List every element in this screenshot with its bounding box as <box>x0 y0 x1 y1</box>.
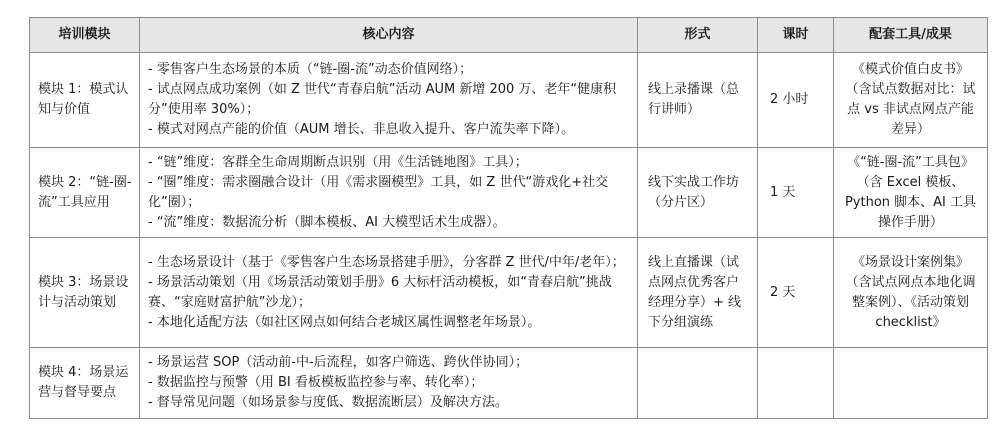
form-cell: 线上录播课（总行讲师） <box>638 53 758 148</box>
content-line: - “链”维度：客群全生命周期断点识别（用《生活链地图》工具）； <box>148 154 528 170</box>
header-form: 形式 <box>638 18 758 53</box>
header-hours: 课时 <box>758 18 834 53</box>
hours-cell: 2 天 <box>758 238 834 348</box>
table-row <box>30 148 988 238</box>
hours-cell: 2 小时 <box>758 53 834 148</box>
form-cell: 线上直播课（试点网点优秀客户经理分享）+ 线下分组演练 <box>638 238 758 348</box>
content-line: - 数据监控与预警（用 BI 看板模板监控参与率、转化率）； <box>148 375 484 390</box>
tools-cell: 《模式价值白皮书》（含试点数据对比：试点 vs 非试点网点产能差异） <box>834 53 988 148</box>
content-line: - 场景活动策划（用《场景活动策划手册》6 大标杆活动模板，如“青春启航”挑战赛、“家庭财富护航”沙龙）； <box>148 274 612 310</box>
form-cell: 线下实战工作坊（分片区） <box>638 148 758 238</box>
tools-cell <box>834 348 988 419</box>
table-row <box>30 348 988 419</box>
table-row <box>30 238 988 348</box>
content-line: - “圈”维度：需求圈融合设计（用《需求圈模型》工具，如 Z 世代“游戏化+社交化”圈）； <box>148 174 609 210</box>
table-header-row <box>30 18 988 53</box>
module-cell: 模块 4：场景运营与督导要点 <box>30 348 140 419</box>
form-cell <box>638 348 758 419</box>
training-table <box>29 17 988 419</box>
header-module: 培训模块 <box>30 18 140 53</box>
content-cell <box>140 148 638 238</box>
content-cell <box>140 53 638 148</box>
table-row <box>30 53 988 148</box>
content-line: - “流”维度：数据流分析（脚本模板、AI 大模型话术生成器）。 <box>148 214 506 230</box>
tools-cell: 《场景设计案例集》（含试点网点本地化调整案例）、《活动策划 checklist》 <box>834 238 988 348</box>
header-content: 核心内容 <box>140 18 638 53</box>
module-cell: 模块 1：模式认知与价值 <box>30 53 140 148</box>
module-cell: 模块 2：“链-圈-流”工具应用 <box>30 148 140 238</box>
tools-cell: 《“链-圈-流”工具包》（含 Excel 模板、Python 脚本、AI 工具操作手册） <box>834 148 988 238</box>
content-line: - 模式对网点产能的价值（AUM 增长、非息收入提升、客户流失率下降）。 <box>148 122 575 137</box>
content-line: - 零售客户生态场景的本质（“链-圈-流”动态价值网络）； <box>148 62 473 77</box>
hours-cell <box>758 348 834 419</box>
content-line: - 生态场景设计（基于《零售客户生态场景搭建手册》，分客群 Z 世代/中年/老年）； <box>148 254 625 270</box>
header-tools: 配套工具/成果 <box>834 18 988 53</box>
module-cell: 模块 3：场景设计与活动策划 <box>30 238 140 348</box>
content-line: - 试点网点成功案例（如 Z 世代“青春启航”活动 AUM 新增 200 万、老年“健康积分”使用率 30%）； <box>148 82 617 117</box>
content-line: - 督导常见问题（如场景参与度低、数据流断层）及解决方法。 <box>148 395 508 410</box>
content-line: - 本地化适配方法（如社区网点如何结合老城区属性调整老年场景）。 <box>148 314 541 330</box>
content-line: - 场景运营 SOP（活动前-中-后流程，如客户筛选、跨伙伴协同）； <box>148 355 529 370</box>
content-cell <box>140 238 638 348</box>
training-table-container <box>29 17 987 419</box>
hours-cell: 1 天 <box>758 148 834 238</box>
content-cell <box>140 348 638 419</box>
